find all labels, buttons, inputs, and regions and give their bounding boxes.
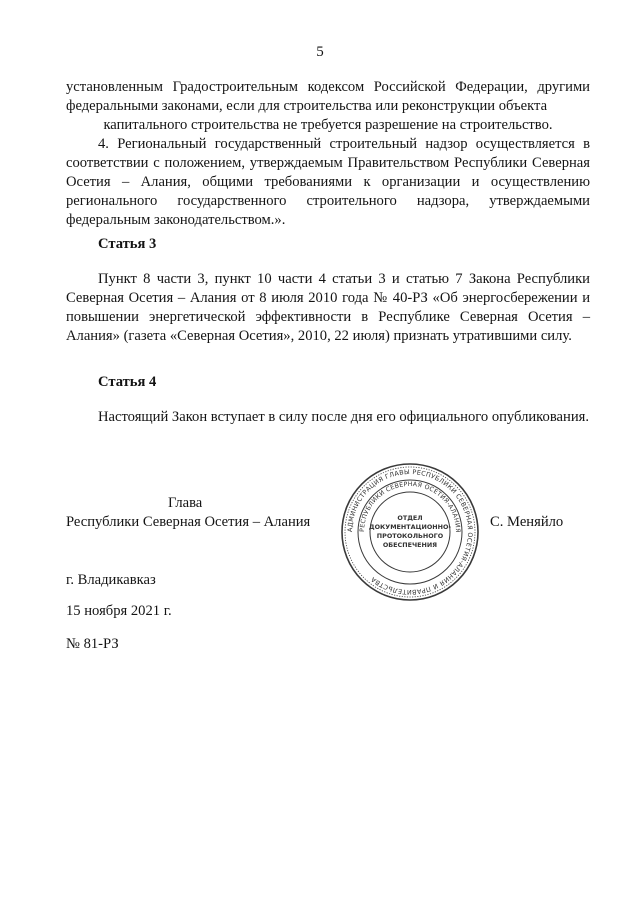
signatory-name: С. Меняйло [490, 514, 564, 530]
seal-outer-text: АДМИНИСТРАЦИЯ ГЛАВЫ РЕСПУБЛИКИ СЕВЕРНАЯ ОСЕТИЯ-АЛАНИЯ И ПРАВИТЕЛЬСТВА [345, 467, 475, 597]
city: г. Владикавказ [66, 572, 156, 588]
seal-center-line-1: ОТДЕЛ [397, 514, 423, 522]
continuation-last-line: капитального строительства не требуется разрешение на строительство. [103, 117, 553, 133]
article-3-paragraph: Пункт 8 части 3, пункт 10 части 4 статьи 3 и статью 7 Закона Республики Северная Осетия – Алания от 8 июля 2010 года № 40-РЗ «Об энергосбережении и повышении энергетической эффективности в Республике Северная Осетия – Алания» (газета «Северная Осетия», 2010, 22 июля) признать утратившими силу. [66, 271, 590, 344]
seal-center-line-2: ДОКУМЕНТАЦИОННО- [368, 523, 452, 531]
seal-center-line-3: ПРОТОКОЛЬНОГО [376, 532, 444, 540]
article-3-heading: Статья 3 [98, 236, 157, 252]
signatory-title-line2: Республики Северная Осетия – Алания [66, 514, 311, 530]
seal-inner-text: РЕСПУБЛИКИ СЕВЕРНАЯ ОСЕТИЯ-АЛАНИЯ [358, 480, 462, 533]
article-4-heading: Статья 4 [98, 374, 157, 390]
page-number: 5 [316, 44, 324, 60]
signatory-title-line1: Глава [168, 495, 203, 511]
seal-center-line-4: ОБЕСПЕЧЕНИЯ [382, 541, 438, 549]
law-number: № 81-РЗ [66, 636, 119, 652]
continuation-block [66, 78, 590, 230]
article-4-paragraph: Настоящий Закон вступает в силу после дня его официального опубликования. [98, 409, 589, 425]
continuation-paragraph: установленным Градостроительным кодексом Российской Федерации, другими федеральными законами, если для строительства или реконструкции объекта [66, 79, 590, 114]
article-4-body [66, 408, 590, 427]
item-4-paragraph: 4. Региональный государственный строительный надзор осуществляется в соответствии с положением, утверждаемым Правительством Республики Северная Осетия – Алания, общими требованиями к организации и осуществлению регионального государственного строительного надзора, утверждаемыми федеральным законодательством.». [66, 136, 590, 228]
date: 15 ноября 2021 г. [66, 603, 172, 619]
official-seal [340, 462, 480, 602]
article-3-body [66, 270, 590, 346]
